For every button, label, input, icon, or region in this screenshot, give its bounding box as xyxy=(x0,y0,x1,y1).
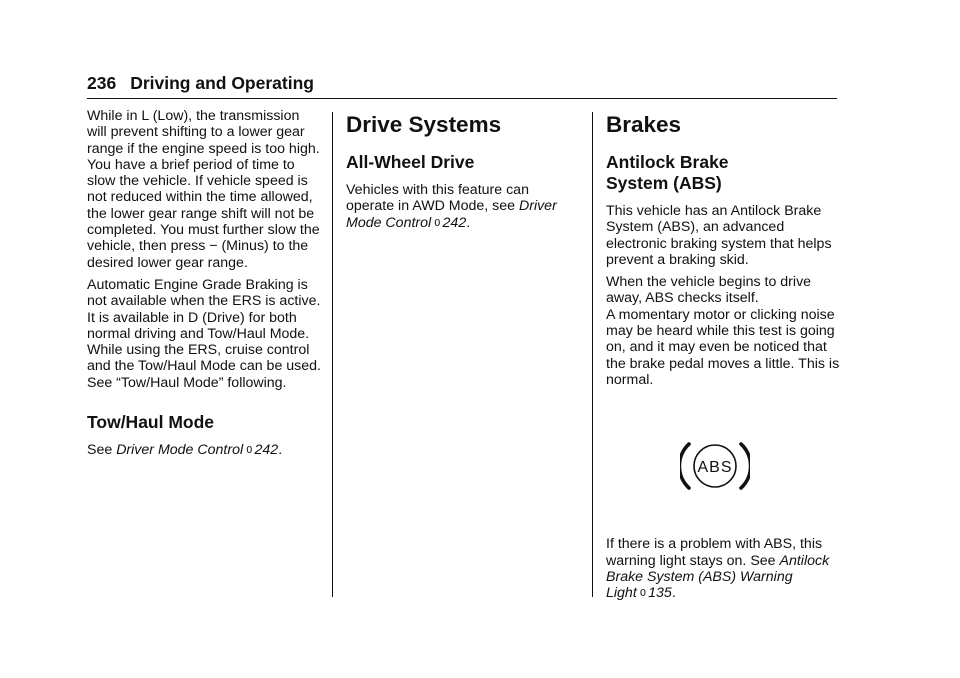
column-divider-1 xyxy=(332,112,333,597)
link-driver-mode-control-2[interactable]: Driver Mode Control xyxy=(346,198,557,231)
page-reference-icon: 0 xyxy=(639,588,647,600)
paragraph-tow-haul-see: See Driver Mode Control 0 242. xyxy=(87,442,283,459)
heading-all-wheel-drive: All-Wheel Drive xyxy=(346,152,475,172)
column-middle xyxy=(346,108,578,239)
heading-brakes: Brakes xyxy=(606,112,682,137)
page-ref-242-2[interactable]: 242 xyxy=(442,214,467,231)
paragraph-grade-braking: Automatic Engine Grade Braking is not available when the ERS is active. It is available in D (Drive) for both normal driving and Tow/Haul Mode. While using the ERS, cruise control and the Tow/Haul Mode can be used. See “Tow/Haul Mode” following. xyxy=(87,276,321,391)
header-rule xyxy=(87,98,837,99)
page-reference-icon: 0 xyxy=(434,217,441,229)
paragraph-abs-self-check: When the vehicle begins to drive away, ABS checks itself. A momentary motor or clicking noise may be heard while this test is going on, and it may even be noticed that the brake pedal moves a little. This is normal. xyxy=(606,274,840,388)
abs-icon-label: ABS xyxy=(697,459,733,477)
heading-abs: Antilock Brake System (ABS) xyxy=(606,152,729,193)
column-right xyxy=(606,108,842,609)
section-title: Driving and Operating xyxy=(130,73,314,93)
page-reference-icon: 0 xyxy=(246,445,253,457)
paragraph-awd: Vehicles with this feature can operate in AWD Mode, see Driver Mode Control 0 242. xyxy=(346,182,557,231)
column-left xyxy=(87,108,322,466)
page-ref-135[interactable]: 135 xyxy=(648,585,672,602)
column-divider-2 xyxy=(592,112,593,597)
abs-warning-light-icon xyxy=(588,435,842,502)
heading-drive-systems: Drive Systems xyxy=(346,112,502,137)
abs-icon xyxy=(680,435,750,497)
page-number: 236 xyxy=(87,73,117,93)
page-ref-242[interactable]: 242 xyxy=(254,442,279,459)
heading-tow-haul-mode: Tow/Haul Mode xyxy=(87,412,215,433)
paragraph-abs-warning: If there is a problem with ABS, this warning light stays on. See Antilock Brake System (ABS) Warning Light 0 135. xyxy=(606,536,830,602)
page-header xyxy=(87,73,837,93)
link-driver-mode-control[interactable]: Driver Mode Control xyxy=(116,442,244,459)
paragraph-abs-intro: This vehicle has an Antilock Brake System (ABS), an advanced electronic braking system that helps prevent a braking skid. xyxy=(606,203,832,268)
link-abs-warning-light[interactable]: Antilock Brake System (ABS) Warning Light xyxy=(606,552,830,602)
paragraph-low-range: While in L (Low), the transmission will prevent shifting to a lower gear range if the engine speed is too high. You have a brief period of time to slow the vehicle. If vehicle speed is not reduced within the time allowed, the lower gear range shift will not be completed. You must further slow the vehicle, then press − (Minus) to the desired lower gear range. xyxy=(87,108,320,271)
